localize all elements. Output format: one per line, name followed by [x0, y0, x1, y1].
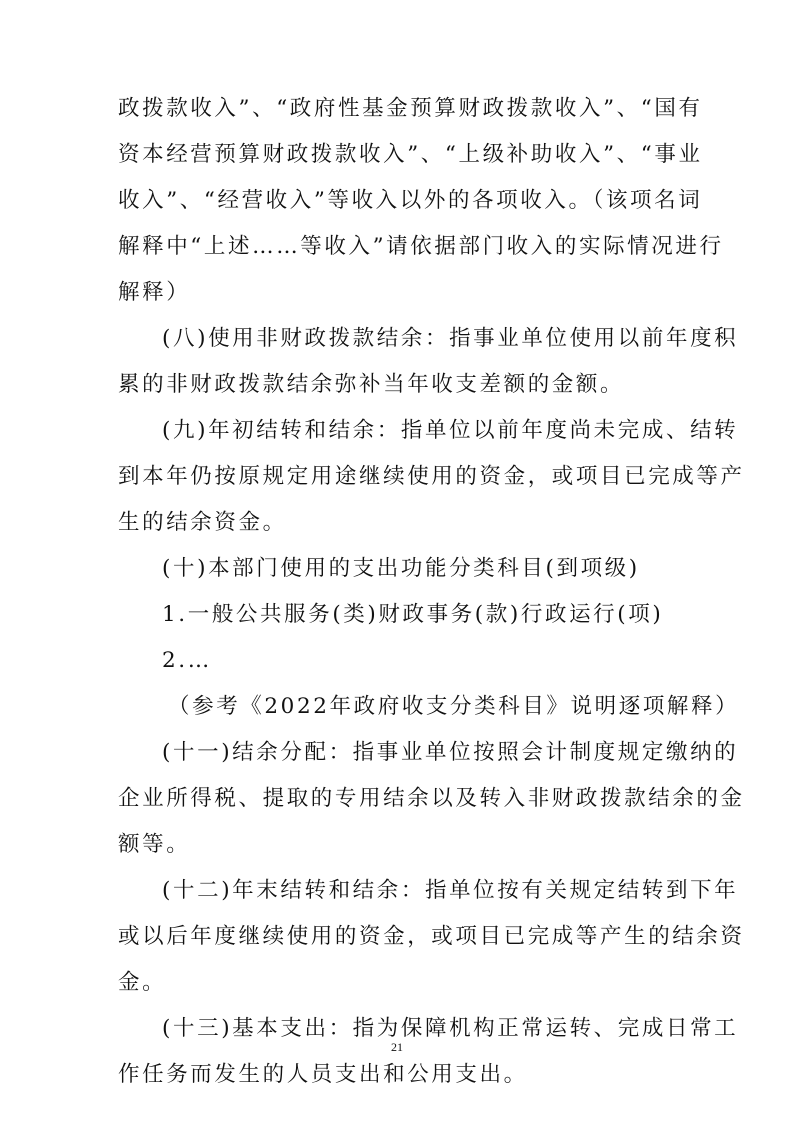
text-line: 作任务而发生的人员支出和公用支出。 [118, 1062, 528, 1087]
text-line: 2.… [162, 648, 212, 673]
paragraph-item-10-2 [118, 638, 678, 684]
text-line: 累的非财政拨款结余弥补当年收支差额的金额。 [118, 372, 625, 397]
paragraph-item-9 [118, 408, 745, 546]
text-line: 额等。 [118, 832, 191, 857]
text-line: 解释） [118, 280, 191, 305]
text-line: 到本年仍按原规定用途继续使用的资金，或项目已完成等产 [118, 464, 745, 489]
text-line: 企业所得税、提取的专用结余以及转入非财政拨款结余的金 [118, 786, 745, 811]
text-line: 解释中“上述……等收入”请依据部门收入的实际情况进行 [118, 234, 724, 259]
document-body [118, 86, 745, 1098]
paragraph-item-8 [118, 316, 739, 408]
text-line: (十二)年末结转和结余：指单位按有关规定结转到下年 [162, 878, 739, 903]
text-line: 收入”、“经营收入”等收入以外的各项收入。（该项名词 [118, 188, 703, 213]
text-line: (十三)基本支出：指为保障机构正常运转、完成日常工 [162, 1016, 739, 1041]
text-line: 生的结余资金。 [118, 510, 287, 535]
paragraph-reference-note [118, 684, 740, 730]
paragraph-item-11 [118, 730, 745, 868]
paragraph-continued-income [118, 86, 724, 316]
text-line: 或以后年度继续使用的资金，或项目已完成等产生的结余资 [118, 924, 745, 949]
text-line: （参考《2022年政府收支分类科目》说明逐项解释） [168, 694, 740, 719]
text-line: 政拨款收入”、“政府性基金预算财政拨款收入”、“国有 [118, 96, 703, 121]
text-line: 资本经营预算财政拨款收入”、“上级补助收入”、“事业 [118, 142, 703, 167]
text-line: (十)本部门使用的支出功能分类科目(到项级) [162, 556, 640, 581]
text-line: 金。 [118, 970, 167, 995]
paragraph-item-10 [118, 546, 678, 592]
text-line: (九)年初结转和结余：指单位以前年度尚未完成、结转 [162, 418, 739, 443]
text-line: 1.一般公共服务(类)财政事务(款)行政运行(项) [162, 602, 664, 627]
paragraph-item-12 [118, 868, 745, 1006]
page-number: 21 [391, 1040, 403, 1054]
paragraph-item-10-1 [118, 592, 678, 638]
text-line: (八)使用非财政拨款结余：指事业单位使用以前年度积 [162, 326, 739, 351]
text-line: (十一)结余分配：指事业单位按照会计制度规定缴纳的 [162, 740, 739, 765]
